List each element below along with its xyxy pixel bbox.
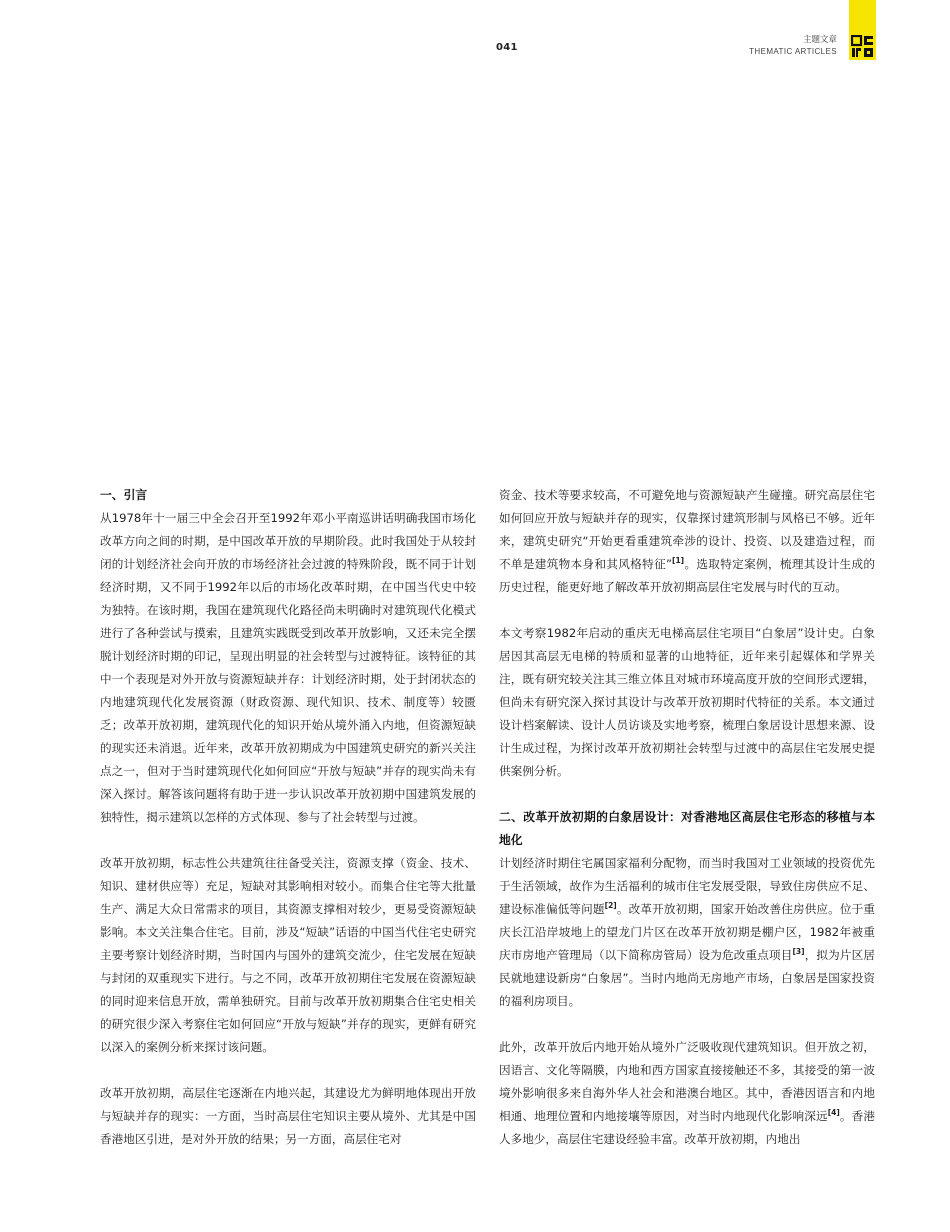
body-paragraph (499, 852, 875, 1013)
body-paragraph: 改革开放初期，标志性公共建筑往往备受关注，资源支撑（资金、技术、知识、建材供应等）充足，短缺对其影响相对较小。而集合住宅等大批量生产、满足大众日常需求的项目，其资源支撑相对较少，更易受资源短缺影响。本文关注集合住宅。目前，涉及“短缺”话语的中国当代住宅史研究主要考察计划经济时期，当时国内与国外的建筑交流少，住宅发展在短缺与封闭的双重现实下进行。与之不同，改革开放初期住宅发展在资源短缺的同时迎来信息开放，需单独研究。目前与改革开放初期集合住宅史相关的研究很少深入考察住宅如何回应“开放与短缺”并存的现实，更鲜有研究以深入的案例分析来探讨该问题。 (100, 856, 476, 1054)
body-paragraph: 改革开放初期，高层住宅逐渐在内地兴起，其建设尤为鲜明地体现出开放与短缺并存的现实：一方面，当时高层住宅知识主要从境外、尤其是中国香港地区引进，是对外开放的结果；另一方面，高层住宅对 (100, 1086, 476, 1146)
text-run: 资金、技术等要求较高，不可避免地与资源短缺产生碰撞。研究高层住宅如何回应开放与短缺并存的现实，仅靠探讨建筑形制与风格已不够。近年来，建筑史研究“开始更看重建筑牵涉的设计、投资、以及建造过程，而不单是建筑物本身和其风格特征” (499, 488, 875, 571)
text-run: 此外，改革开放后内地开始从境外广泛吸收现代建筑知识。但开放之初，因语言、文化等隔膜，内地和西方国家直接接触还不多，其接受的第一波境外影响很多来自海外华人社会和港澳台地区。其中，香港因语言和内地相通、地理位置和内地接壤等原因，对当时内地现代化影响深远 (499, 1040, 875, 1123)
body-paragraph (499, 484, 875, 599)
text-run: 计划经济时期住宅属国家福利分配物，而当时我国对工业领域的投资优先于生活领域，故作为生活福利的城市住宅发展受限，导致住房供应不足、建设标准偏低等问题 (499, 856, 875, 916)
citation-ref: [2] (604, 901, 617, 911)
text-run: 。改革开放初期，国家开始改善住房供应。位于重庆长江沿岸坡地上的望龙门片区在改革开放初期是棚户区，1982年被重庆市房地产管理局（以下简称房管局）设为危改重点项目 (499, 902, 875, 962)
section-label-cn: 主题文章 (802, 35, 837, 45)
body-paragraph (499, 1036, 875, 1151)
body-paragraph: 本文考察1982年启动的重庆无电梯高层住宅项目“白象居”设计史。白象居因其高层无电梯的特质和显著的山地特征，近年来引起媒体和学界关注，既有研究较关注其三维立体且对城市环境高度开放的空间形式逻辑，但尚未有研究深入探讨其设计与改革开放初期时代特征的关系。本文通过设计档案解读、设计人员访谈及实地考察，梳理白象居设计思想来源、设计生成过程，为探讨改革开放初期社会转型与过渡中的高层住宅发展史提供案例分析。 (499, 626, 875, 778)
journal-logo-icon (851, 35, 874, 58)
section-heading-two: 二、改革开放初期的白象居设计：对香港地区高层住宅形态的移植与本地化 (499, 810, 875, 847)
section-label-en: THEMATIC ARTICLES (749, 47, 837, 56)
section-heading-introduction: 一、引言 (100, 488, 148, 502)
section-label (749, 34, 837, 58)
citation-ref: [3] (792, 947, 805, 957)
page-number: 041 (496, 42, 518, 53)
journal-logo (849, 0, 876, 60)
citation-ref: [1] (672, 556, 685, 566)
left-column (100, 484, 476, 1151)
text-run: 。选取特定案例，梳理其设计生成的历史过程，能更好地了解改革开放初期高层住宅发展与时代的互动。 (499, 557, 875, 594)
body-paragraph: 从1978年十一届三中全会召开至1992年邓小平南巡讲话明确我国市场化改革方向之间的时期，是中国改革开放的早期阶段。此时我国处于从较封闭的计划经济社会向开放的市场经济社会过渡的特殊阶段，既不同于计划经济时期，又不同于1992年以后的市场化改革时期，在中国当代史中较为独特。在该时期，我国在建筑现代化路径尚未明确时对建筑现代化模式进行了各种尝试与摸索，且建筑实践既受到改革开放影响，又还未完全摆脱计划经济时期的印记，呈现出明显的社会转型与过渡特征。该特征的其中一个表现是对外开放与资源短缺并存：计划经济时期，处于封闭状态的内地建筑现代化发展资源（财政资源、现代知识、技术、制度等）较匮乏；改革开放初期，建筑现代化的知识开始从境外涌入内地，但资源短缺的现实还未消退。近年来，改革开放初期成为中国建筑史研究的新兴关注点之一，但对于当时建筑现代化如何回应“开放与短缺”并存的现实尚未有深入探讨。解答该问题将有助于进一步认识改革开放初期中国建筑发展的独特性，揭示建筑以怎样的方式体现、参与了社会转型与过渡。 (100, 511, 476, 824)
text-run: 。香港人多地少，高层住宅建设经验丰富。改革开放初期，内地出 (499, 1109, 875, 1146)
citation-ref: [4] (827, 1108, 840, 1118)
text-run: ，拟为片区居民就地建设新房“白象居”。当时内地尚无房地产市场，白象居是国家投资的福利房项目。 (499, 948, 875, 1008)
right-column (499, 484, 875, 1151)
